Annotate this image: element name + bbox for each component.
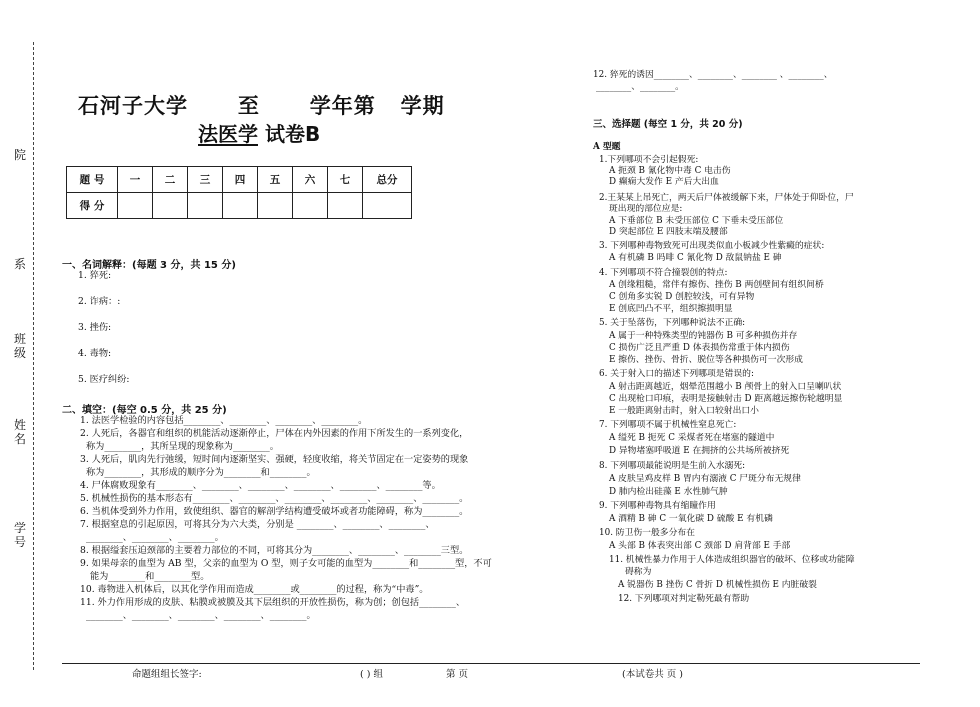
choice-line: A 创缘粗糙，常伴有擦伤、挫伤 B 两创壁间有组织间桥 [609, 280, 824, 290]
choice-line: 5. 关于坠落伤，下列哪种说法不正确: [599, 318, 746, 328]
choice-line: 4. 下列哪项不符合撞裂创的特点: [599, 268, 728, 278]
fill-line: 称为________，其形成的顺序分为________和________。 [86, 467, 316, 478]
fill-line: 能为________和________型。 [90, 571, 210, 582]
fill-line: 7. 根据窒息的引起原因，可将其分为六大类，分别是 ________、________、________、 [80, 519, 435, 530]
fill-line: 9. 如果母亲的血型为 AB 型，父亲的血型为 O 型，则子女可能的血型为________和________型，不可 [80, 558, 492, 569]
footer-page: 第 页 [446, 669, 469, 680]
a-type-label: A 型题 [593, 142, 621, 152]
choice-line: D 突起部位 E 四肢末端及腰部 [609, 227, 728, 237]
score-blank[interactable] [258, 193, 293, 219]
score-blank[interactable] [118, 193, 153, 219]
choice-line: A 头部 B 体表突出部 C 颈部 D 肩背部 E 手部 [609, 541, 791, 551]
fill-line: 10. 毒物进入机体后，以其化学作用而造成________或________的过程，称为“中毒”。 [80, 584, 429, 595]
fill-line: 12. 猝死的诱因________、________、________ 、________、 [593, 70, 833, 80]
term-item: 5. 医疗纠纷: [78, 374, 130, 385]
score-blank[interactable] [188, 193, 223, 219]
fill-line: 称为________，其所呈现的现象称为________。 [86, 441, 279, 452]
score-cell: 二 [153, 167, 188, 193]
choice-line: 8. 下列哪项最能说明是生前入水溺死: [599, 461, 746, 471]
footer-signer: 命题组组长签字: [132, 669, 202, 680]
choice-line: A 属于一种特殊类型的钝器伤 B 可多种损伤并存 [609, 331, 798, 341]
choice-line: E 擦伤、挫伤、骨折、脱位等各种损伤可一次形成 [609, 355, 803, 365]
choice-line: D 肺内检出硅藻 E 水性肺气肿 [609, 487, 728, 497]
score-cell: 三 [188, 167, 223, 193]
score-cell: 总分 [363, 167, 412, 193]
section3-title: 三、选择题 (每空 1 分，共 20 分) [593, 119, 743, 130]
choice-line: E 创底凹凸不平，组织擦损明显 [609, 304, 733, 314]
choice-line: E 一般距离射击时，射入口较射出口小 [609, 406, 759, 416]
score-blank[interactable] [223, 193, 258, 219]
term-item: 2. 诈病：: [78, 296, 121, 307]
subject-name: 法医学 [198, 122, 258, 146]
section2-title: 二、填空：(每空 0.5 分，共 25 分) [62, 405, 227, 416]
score-blank[interactable] [153, 193, 188, 219]
exam-title [198, 118, 320, 147]
score-cell: 七 [328, 167, 363, 193]
fill-line: ________、________、________、________、________。 [86, 610, 316, 621]
footer-total-pages: (本试卷共 页 ) [622, 669, 683, 680]
score-cell: 四 [223, 167, 258, 193]
fill-line: 1. 法医学检验的内容包括________、________、________、________。 [80, 415, 368, 426]
score-cell: 六 [293, 167, 328, 193]
choice-line: A 皮肤呈鸡皮样 B 胃内有溺液 C 尸斑分布无规律 [609, 474, 801, 484]
choice-line: 2.王某某上吊死亡，两天后尸体被缓解下来，尸体处于仰卧位，尸 [599, 193, 854, 203]
footer-rule [62, 663, 920, 664]
fill-line: 2. 人死后，各器官和组织的机能活动逐渐停止，尸体在内外因素的作用下所发生的一系列变化， [80, 428, 469, 439]
fill-line: ________、________。 [596, 82, 684, 92]
margin-label-student-id: 学号 [13, 521, 26, 549]
choice-line: 3. 下列哪种毒物致死可出现类似血小板减少性紫癜的症状: [599, 241, 825, 251]
choice-line: 10. 防卫伤一般多分布在 [599, 528, 695, 538]
margin-label-department: 系 [13, 257, 26, 271]
margin-label-name: 姓名 [13, 418, 26, 446]
score-row-label: 得 分 [67, 193, 118, 219]
choice-line: 7. 下列哪项不属于机械性窒息死亡: [599, 420, 737, 430]
margin-label-college: 院 [13, 148, 26, 162]
choice-line: A 扼颈 B 氰化物中毒 C 电击伤 [609, 166, 731, 176]
term-item: 3. 挫伤: [78, 322, 112, 333]
exam-header: 石河子大学 至 学年第 学期 [78, 94, 445, 118]
footer-group: ( ) 组 [360, 669, 383, 680]
score-table-score-row [67, 193, 412, 219]
margin-label-class: 班级 [13, 332, 26, 360]
score-blank[interactable] [363, 193, 412, 219]
choice-line: 11. 机械性暴力作用于人体造成组织器官的破坏、位移或功能障 [609, 555, 855, 565]
fill-line: 3. 人死后，肌肉先行弛缓，短时间内逐渐坚实、强硬，轻度收缩，将关节固定在一定姿势的现象 [80, 454, 469, 465]
choice-line: 6. 关于射入口的描述下列哪项是错误的: [599, 369, 754, 379]
choice-line: A 有机磷 B 吗啡 C 氰化物 D 敌鼠钠盐 E 砷 [609, 253, 782, 263]
term-item: 4. 毒物: [78, 348, 112, 359]
choice-line: A 缢死 B 扼死 C 采煤者死在堵塞的隧道中 [609, 433, 775, 443]
fill-line: 11. 外力作用形成的皮肤、粘膜或被膜及其下层组织的开放性损伤，称为创；创包括________、 [80, 597, 466, 608]
score-blank[interactable] [293, 193, 328, 219]
fill-line: ________、________、________。 [86, 532, 224, 543]
choice-line: D 异物堵塞呼吸道 E 在拥挤的公共场所被挤死 [609, 446, 790, 456]
choice-line: A 酒精 B 砷 C 一氧化碳 D 硫酸 E 有机磷 [609, 514, 773, 524]
choice-line: C 损伤广泛且严重 D 体表损伤常重于体内损伤 [609, 343, 790, 353]
choice-line: A 射击距离越近，烟晕范围越小 B 颅骨上的射入口呈喇叭状 [609, 382, 842, 392]
paper-label: 试卷B [264, 122, 321, 146]
fill-line: 5. 机械性损伤的基本形态有________、________、________、________、________、________。 [80, 493, 469, 504]
score-cell: 题 号 [67, 167, 118, 193]
choice-line: 12. 下列哪项对判定勒死最有帮助 [618, 594, 750, 604]
choice-line: 1.下列哪项不会引起假死: [599, 155, 699, 165]
score-table [66, 166, 412, 219]
score-table-header-row [67, 167, 412, 193]
choice-line: C 创角多实锐 D 创腔较浅，可有异物 [609, 292, 755, 302]
binding-dashed-line [33, 42, 34, 670]
score-cell: 五 [258, 167, 293, 193]
fill-line: 6. 当机体受到外力作用，致使组织、器官的解剖学结构遭受破坏或者功能障碍，称为________。 [80, 506, 469, 517]
choice-line: A 下垂部位 B 未受压部位 C 下垂未受压部位 [609, 216, 784, 226]
choice-line: D 癫痫大发作 E 产后大出血 [609, 177, 719, 187]
score-cell: 一 [118, 167, 153, 193]
section1-title: 一、名词解释：(每题 3 分，共 15 分) [62, 260, 236, 271]
score-blank[interactable] [328, 193, 363, 219]
choice-line: 碍称为 [625, 567, 652, 577]
choice-line: 斑出现的部位应是: [609, 204, 683, 214]
choice-line: A 锐器伤 B 挫伤 C 骨折 D 机械性损伤 E 内脏破裂 [618, 580, 817, 590]
choice-line: 9. 下列哪种毒物具有缩瞳作用 [599, 501, 716, 511]
choice-line: C 出现枪口印痕，表明是接触射击 D 距离越远擦伤轮越明显 [609, 394, 843, 404]
fill-line: 8. 根据缢套压迫颈部的主要着力部位的不同，可将其分为________、________、________三型。 [80, 545, 469, 556]
term-item: 1. 猝死: [78, 270, 112, 281]
fill-line: 4. 尸体腐败现象有________、________、________、________、________、________等。 [80, 480, 441, 491]
